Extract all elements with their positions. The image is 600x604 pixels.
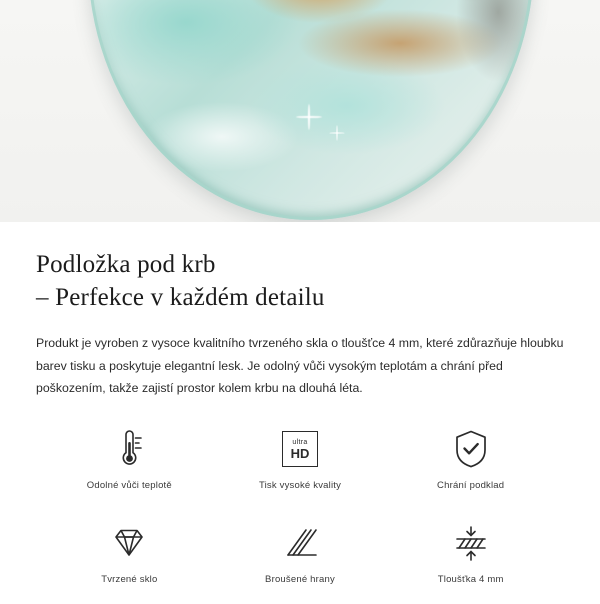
feature-surface-protection: [385, 426, 556, 510]
shield-check-icon: [452, 426, 490, 472]
feature-label: Tloušťka 4 mm: [437, 574, 504, 586]
hero-image: [0, 0, 600, 222]
ultra-hd-icon: [282, 426, 318, 472]
feature-print-quality: [215, 426, 386, 510]
feature-label: Broušené hrany: [265, 574, 335, 586]
ultra-hd-badge-top: ultra: [292, 438, 308, 446]
ultra-hd-badge-bottom: HD: [290, 445, 310, 461]
feature-heat-resistant: [44, 426, 215, 510]
feature-thickness: [385, 520, 556, 604]
feature-label: Chrání podklad: [437, 480, 505, 492]
round-glass-board: [88, 0, 534, 220]
page-title-line-2: – Perfekce v každém detailu: [36, 284, 325, 311]
page-title-line-1: Podložka pod krb: [36, 251, 216, 278]
product-description-text: Produkt je vyroben z vysoce kvalitního tvrzeného skla o tloušťce 4 mm, které zdůrazňuje hloubku barev tisku a poskytuje elegantní lesk. Je odolný vůči vysokým teplotám a chrání před poškozením, takže zajistí prostor kolem krbu na dlouhá léta.: [36, 336, 564, 396]
feature-polished-edges: [215, 520, 386, 604]
page-title: [36, 222, 564, 314]
polished-edges-icon: [279, 520, 321, 566]
thermometer-icon: [109, 426, 149, 472]
thickness-arrows-icon: [449, 520, 493, 566]
feature-label: Tvrzené sklo: [101, 574, 158, 586]
feature-label: Tisk vysoké kvality: [258, 480, 342, 492]
diamond-icon: [108, 520, 150, 566]
feature-grid: [36, 426, 564, 604]
feature-label: Odolné vůči teplotě: [86, 480, 172, 492]
content-section: [0, 222, 600, 604]
feature-tempered-glass: [44, 520, 215, 604]
